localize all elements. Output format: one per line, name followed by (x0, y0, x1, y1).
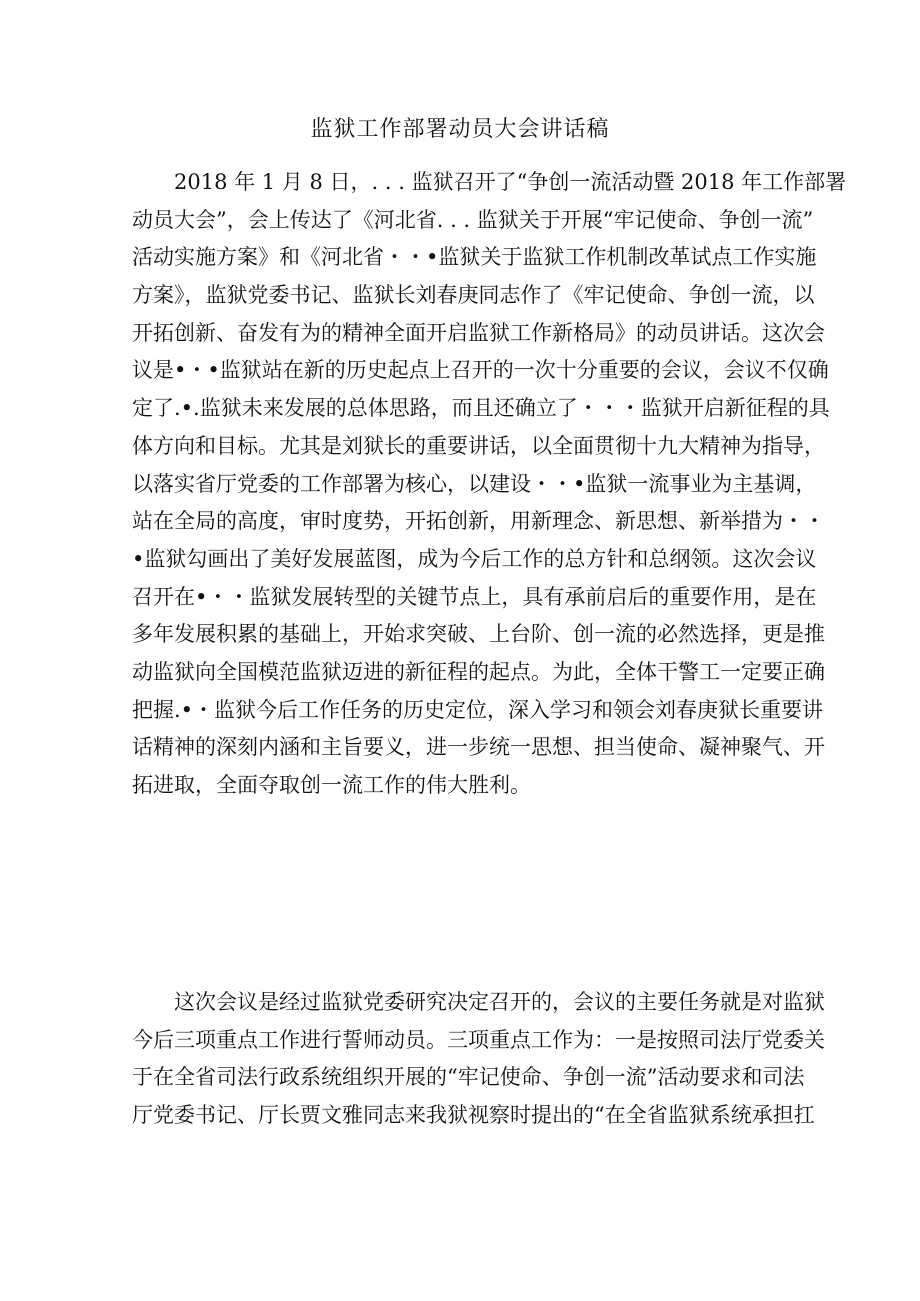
paragraph-line: 方案》，监狱党委书记、监狱长刘春庚同志作了《牢记使命、争创一流，以 (132, 283, 815, 308)
paragraph-line: 多年发展积累的基础上，开始求突破、上台阶、创一流的必然选择，更是推 (132, 622, 825, 647)
paragraph-line: 动监狱向全国模范监狱迈进的新征程的起点。为此，全体干警工一定要正确 (132, 659, 825, 684)
paragraph (132, 984, 825, 1135)
paragraph-line: 站在全局的高度，审时度势，开拓创新，用新理念、新思想、新举措为・・ (132, 509, 825, 534)
paragraph-line: 于在全省司法行政系统组织开展的“牢记使命、争创一流”活动要求和司法 (132, 1065, 805, 1090)
paragraph-line: 厅党委书记、厅长贾文雅同志来我狱视察时提出的“在全省监狱系统承担扛 (132, 1103, 815, 1128)
paragraph-line: •监狱勾画出了美好发展蓝图，成为今后工作的总方针和总纲领。这次会议 (132, 546, 817, 571)
paragraph-line: 今后三项重点工作进行誓师动员。三项重点工作为：一是按照司法厅党委关 (132, 1027, 825, 1052)
paragraph-line: 召开在•・・监狱发展转型的关键节点上，具有承前启后的重要作用，是在 (132, 584, 817, 609)
paragraph-line: 开拓创新、奋发有为的精神全面开启监狱工作新格局》的动员讲话。这次会 (132, 320, 825, 345)
paragraph-line: 把握.•・监狱今后工作任务的历史定位，深入学习和领会刘春庚狱长重要讲 (132, 697, 824, 722)
paragraph-line: 动员大会”，会上传达了《河北省. . . 监狱关于开展“牢记使命、争创一流” (132, 207, 814, 232)
paragraph-line: 拓进取，全面夺取创一流工作的伟大胜利。 (132, 773, 531, 797)
paragraph-line: 这次会议是经过监狱党委研究决定召开的，会议的主要任务就是对监狱 (174, 990, 825, 1014)
paragraph (132, 164, 847, 805)
paragraph-line: 2018 年 1 月 8 日，. . . 监狱召开了“争创一流活动暨 2018 年工作部署 (174, 170, 847, 194)
paragraph-line: 体方向和目标。尤其是刘狱长的重要讲话，以全面贯彻十九大精神为指导， (132, 433, 825, 458)
paragraph-line: 活动实施方案》和《河北省・・•监狱关于监狱工作机制改革试点工作实施 (132, 245, 817, 270)
document-title: 监狱工作部署动员大会讲话稿 (310, 117, 610, 142)
paragraph-line: 定了.•.监狱未来发展的总体思路，而且还确立了・・・监狱开启新征程的具 (132, 396, 830, 421)
paragraph-line: 议是•・•监狱站在新的历史起点上召开的一次十分重要的会议，会议不仅确 (132, 358, 829, 383)
paragraph-line: 以落实省厅党委的工作部署为核心，以建设・・•监狱一流事业为主基调， (132, 471, 817, 496)
paragraph-line: 话精神的深刻内涵和主旨要义，进一步统一思想、担当使命、凝神聚气、开 (132, 735, 825, 760)
